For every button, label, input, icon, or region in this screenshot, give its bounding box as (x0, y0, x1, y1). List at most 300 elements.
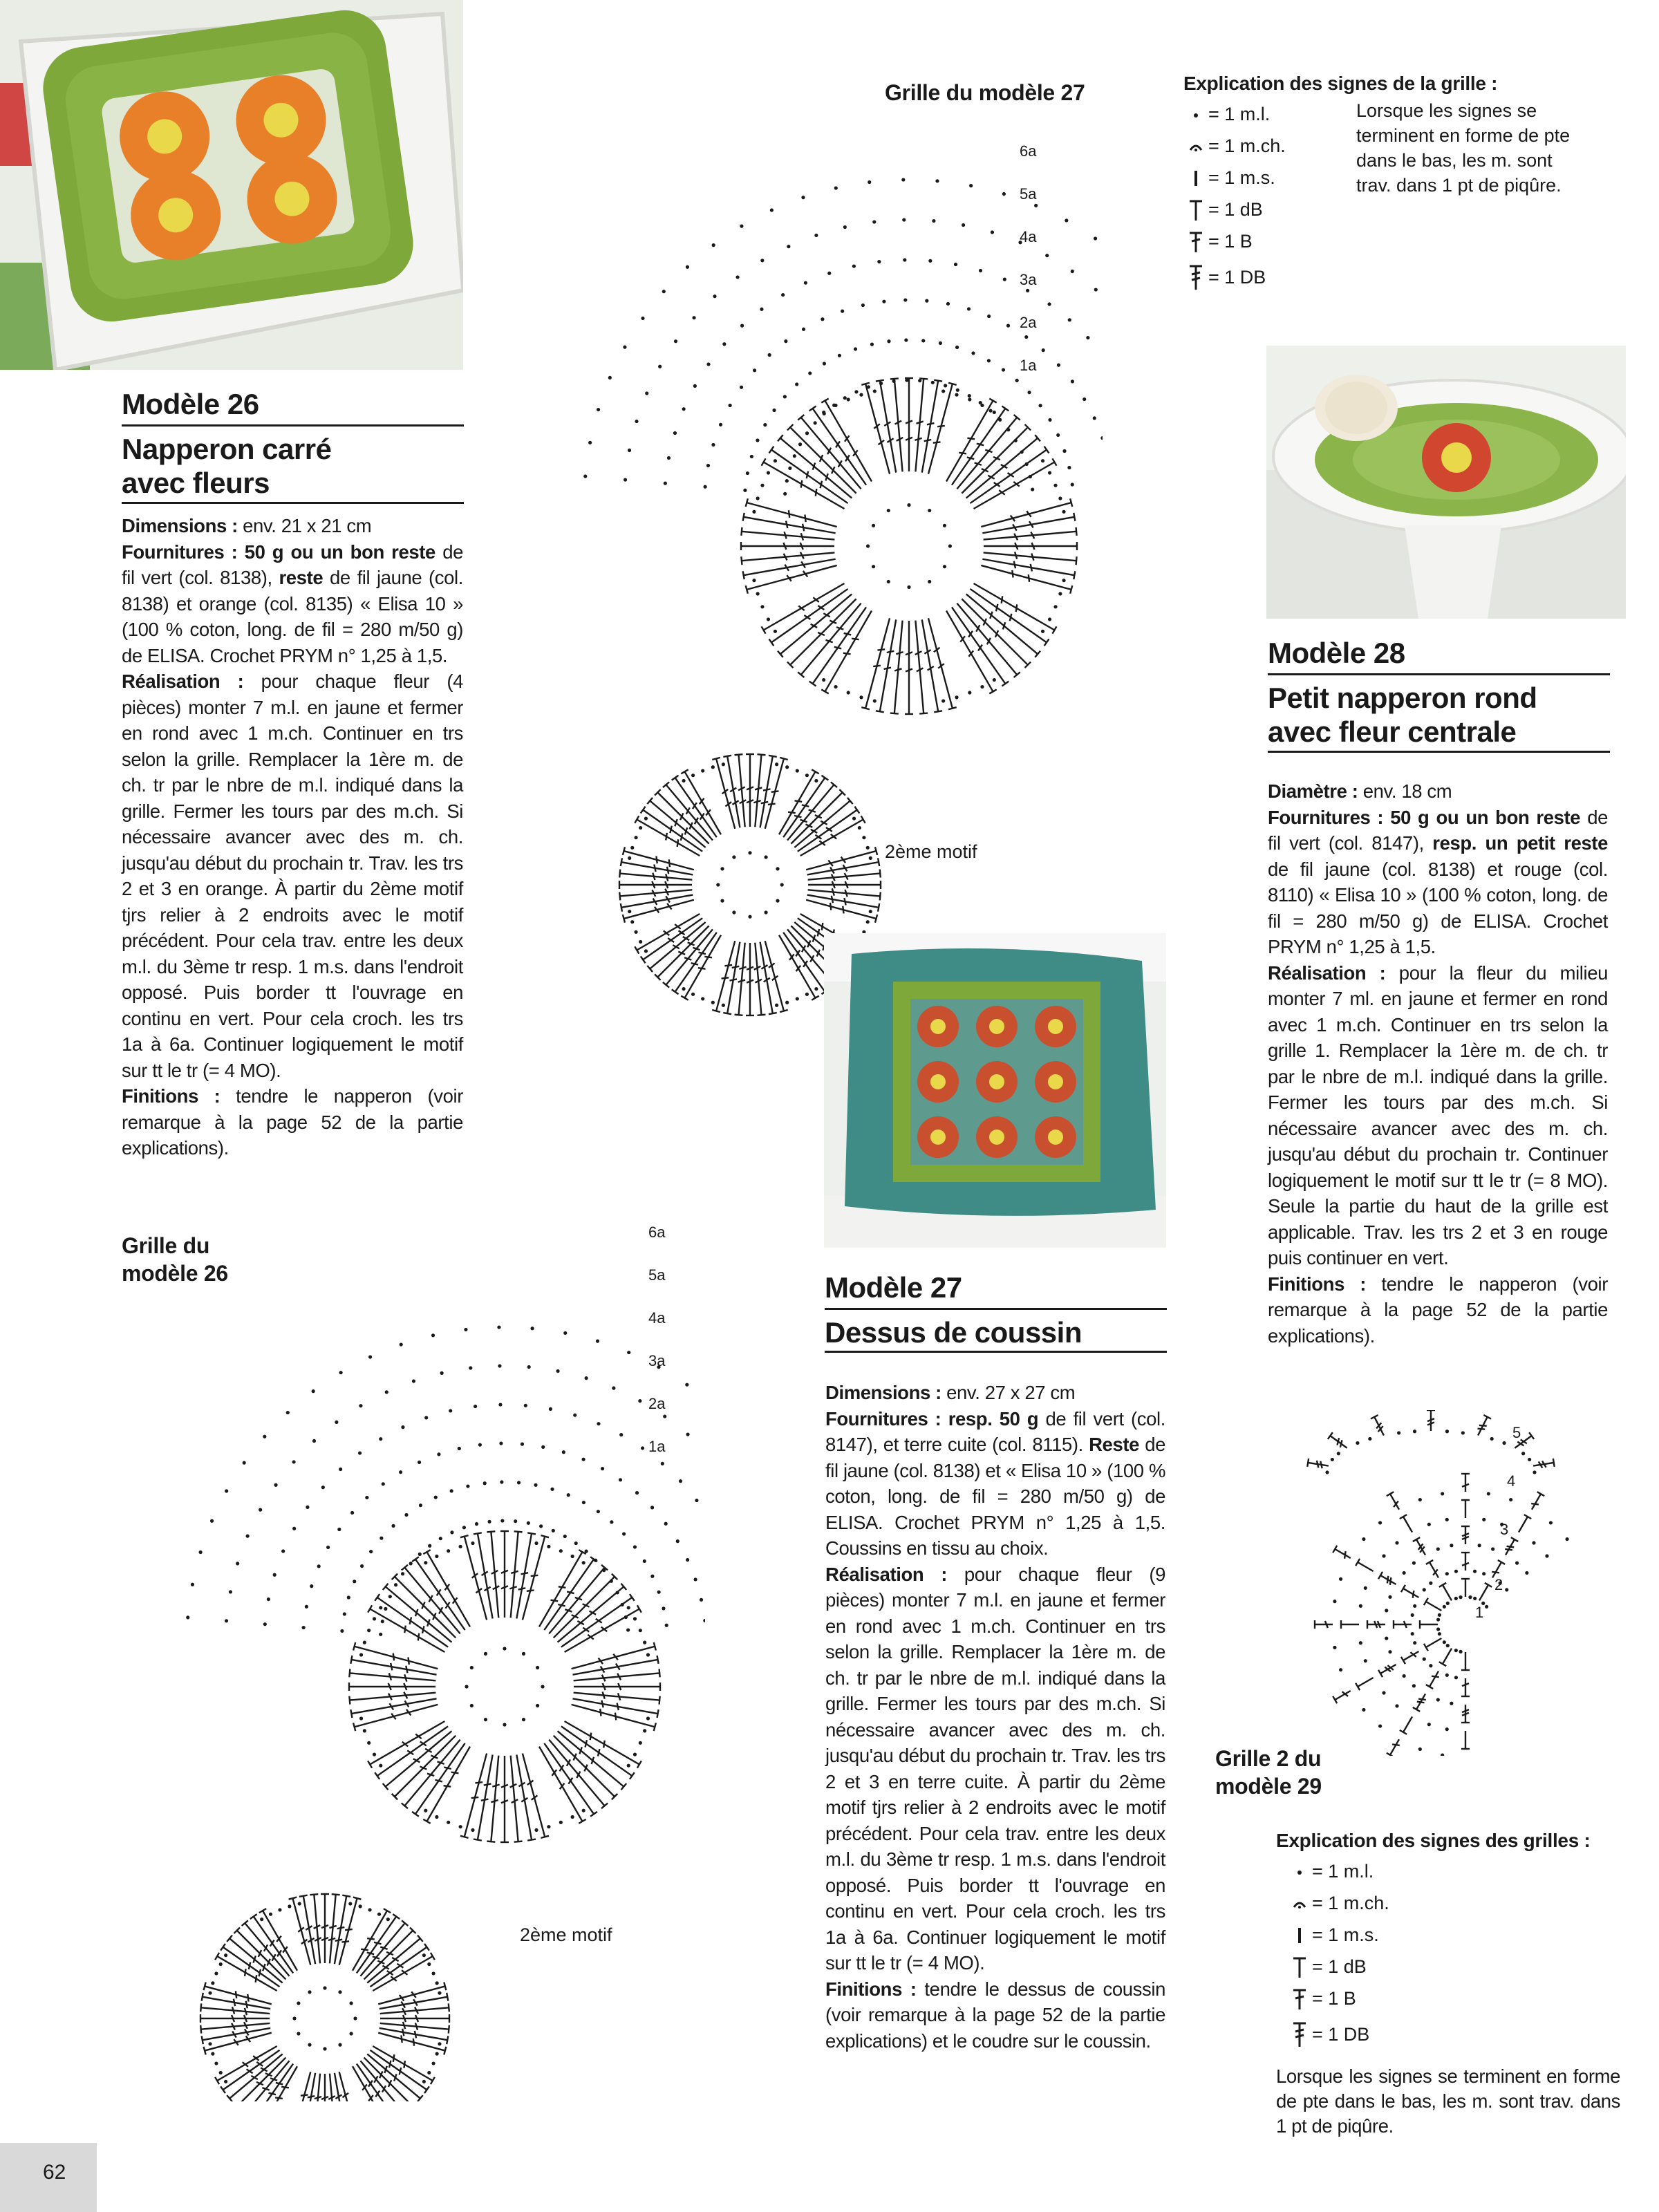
flower-stitch (761, 758, 788, 830)
chain-dot (500, 1519, 504, 1522)
flower-stitch (377, 1983, 447, 2008)
model28-title-line3: avec fleur centrale (1268, 715, 1517, 749)
chain-dot (1528, 1458, 1531, 1461)
chain-dot (740, 324, 744, 328)
chain-dot (993, 411, 996, 414)
chain-dot (859, 695, 863, 699)
chain-dot (682, 779, 685, 782)
chain-dot (798, 442, 802, 446)
chain-dot (534, 1541, 538, 1545)
chain-dot (804, 281, 807, 285)
model27-grid-title: Grille du modèle 27 (885, 80, 1085, 105)
chain-dot (1048, 471, 1051, 474)
chain-dot (379, 1633, 382, 1636)
chain-dot (873, 389, 877, 393)
chain-dot (691, 993, 695, 996)
chain-dot (353, 2016, 357, 2020)
motif29-stitch (1401, 1648, 1421, 1664)
flower-stitch (379, 2003, 449, 2018)
cushion-flower-center (930, 1019, 946, 1034)
chain-dot (877, 260, 881, 263)
chain-dot (627, 1606, 630, 1609)
half-double-symbol-icon (1287, 1953, 1312, 1980)
chain-symbol-icon (1183, 100, 1208, 128)
model27-title-block (825, 1271, 1167, 1353)
chain-dot (872, 524, 875, 527)
chain-dot (765, 855, 768, 859)
chain-dot (854, 390, 858, 393)
flower-stitch (349, 1683, 435, 1691)
model26-crochet-chart (118, 1203, 705, 2101)
chain-dot (1429, 1664, 1432, 1667)
chain-dot (1485, 1605, 1488, 1609)
model27-realisation-label: Réalisation : (825, 1563, 947, 1585)
chain-dot (267, 1597, 270, 1601)
model27-finitions-label: Finitions : (825, 1978, 917, 2000)
chain-dot (1454, 1649, 1458, 1652)
chain-dot (628, 856, 631, 860)
legend-row-label: = 1 B (1312, 1987, 1356, 2009)
model26-dimensions-label: Dimensions : (122, 515, 238, 536)
flower-stitch (943, 399, 997, 484)
flower-stitch (769, 585, 850, 646)
motif29-stitch (1387, 1492, 1403, 1512)
chain-dot (1094, 288, 1098, 291)
model28-diameter-value: env. 18 cm (1358, 780, 1452, 802)
flower-stitch (215, 2043, 279, 2084)
chain-dot (379, 1606, 382, 1609)
chain-dot (384, 1607, 387, 1611)
model28-finitions-value: tendre le napperon (voir remarque à la page 52 de la partie explications). (1268, 1273, 1608, 1347)
legend-row (1183, 225, 1356, 257)
chain-dot (499, 1441, 503, 1445)
model27-supplies-b: Reste (1089, 1434, 1139, 1455)
model27-finitions-value: tendre le dessus de coussin (voir remarque à la page 52 de la partie explications) et le coudre sur le coussin. (825, 1978, 1165, 2052)
chain-dot (641, 1446, 644, 1450)
chain-dot (360, 1564, 364, 1568)
chain-dot (1031, 487, 1034, 491)
round-label: 5 (1512, 1424, 1521, 1441)
chain-dot (438, 2042, 441, 2045)
chain-dot (720, 899, 724, 903)
chain-dot (763, 423, 767, 427)
chain-dot (288, 1904, 291, 1908)
chain-dot (1362, 1708, 1365, 1712)
chain-dot (471, 1541, 474, 1545)
flower-stitch (623, 896, 695, 923)
chain-dot (1505, 1588, 1508, 1591)
model28-number: Modèle 28 (1268, 637, 1405, 669)
motif29-stitch (1378, 1661, 1398, 1677)
chain-dot (645, 391, 648, 395)
chain-dot (310, 1584, 313, 1588)
chain-dot (1412, 1562, 1416, 1565)
chain-dot (866, 544, 870, 547)
chain-dot (391, 1524, 395, 1528)
chain-dot (359, 1404, 362, 1407)
chain-dot (1443, 1605, 1446, 1609)
chain-dot (1065, 218, 1068, 222)
round-label: 2 (1494, 1576, 1503, 1593)
chain-dot (326, 1546, 330, 1549)
chain-dot (661, 1462, 664, 1465)
chain-dot (775, 762, 778, 766)
chain-dot (1053, 484, 1057, 487)
model26-supplies-c: de fil jaune (col. 8138) et orange (col. 8135) « Elisa 10 » (100 % coton, long. de fil = 280 m/50 g) de ELISA. Crochet PRYM n° 1,25 à 1,5. (122, 567, 463, 666)
model26-number: Modèle 26 (122, 388, 259, 420)
chain-dot (662, 290, 666, 293)
chain-dot (713, 294, 716, 298)
chain-dot (450, 1489, 453, 1492)
chain-dot (1436, 1698, 1440, 1701)
chain-dot (746, 471, 749, 475)
chain-dot (1385, 1637, 1388, 1640)
chain-dot (783, 395, 787, 398)
chain-dot (214, 2061, 218, 2065)
chain-dot (260, 1918, 263, 1921)
model27-photo (824, 933, 1166, 1248)
flower-stitch (821, 609, 875, 694)
chain-dot (596, 1339, 599, 1342)
chain-dot (1502, 1441, 1506, 1445)
legend-top-items (1183, 98, 1356, 297)
chain-dot (808, 371, 812, 375)
chain-dot (701, 997, 704, 1000)
chain-dot (823, 362, 826, 365)
round-label: 6a (1020, 142, 1037, 160)
flower-stitch (805, 847, 878, 874)
model26-grid-title-line2: modèle 26 (122, 1261, 228, 1286)
chain-dot (1382, 1554, 1385, 1557)
flower-stitch (769, 447, 850, 507)
chain-dot (1378, 1521, 1382, 1524)
chain-dot (1454, 1676, 1458, 1679)
chain-dot (208, 2042, 212, 2045)
chain-dot (292, 2016, 296, 2020)
chain-dot (743, 489, 747, 492)
chain-dot (437, 1452, 440, 1456)
model28-title-line2: Petit napperon rond (1268, 681, 1537, 714)
chain-dot (278, 1908, 281, 1911)
chain-dot (394, 1583, 397, 1586)
chain-dot (424, 1561, 427, 1564)
chain-dot (431, 1971, 435, 1975)
double-crochet-symbol-icon (1183, 227, 1208, 255)
chain-dot (1331, 1458, 1334, 1461)
chain-dot (562, 1450, 565, 1454)
chain-dot (1026, 289, 1029, 292)
chain-dot (225, 1619, 228, 1622)
legend-row-label: = 1 m.ch. (1312, 1892, 1389, 1913)
legend-row (1287, 1951, 1622, 1983)
motif29-stitch (1439, 1583, 1455, 1603)
chain-dot (348, 1902, 352, 1905)
chain-dot (1082, 397, 1086, 401)
chain-dot (635, 1491, 639, 1494)
chain-dot (619, 1433, 623, 1436)
chain-dot (1403, 1674, 1406, 1678)
chain-dot (522, 1652, 525, 1656)
chain-dot (901, 178, 905, 181)
cushion-flower-center (930, 1130, 946, 1145)
chain-dot (770, 208, 774, 212)
chain-dot (1385, 1609, 1388, 1612)
chain-dot (585, 1376, 588, 1380)
chain-dot (563, 1331, 567, 1335)
chain-dot (297, 2032, 300, 2035)
chain-dot (1412, 1684, 1416, 1687)
chain-dot (478, 1443, 482, 1447)
chain-dot (399, 1470, 402, 1474)
chain-dot (422, 1953, 426, 1957)
motif29-stitch (1371, 1415, 1387, 1437)
flower-stitch (756, 941, 777, 1014)
flower-stitch (984, 542, 1077, 550)
chain-dot (776, 867, 779, 870)
motif29-stitch (1424, 1635, 1444, 1651)
chain-dot (363, 1641, 366, 1644)
chain-dot (339, 1371, 342, 1374)
chain-dot (882, 300, 885, 303)
chain-dot (434, 1496, 438, 1499)
chain-dot (722, 762, 725, 766)
chain-dot (404, 1513, 408, 1517)
chain-dot (774, 630, 777, 633)
model26-dimensions-value: env. 21 x 21 cm (243, 515, 372, 536)
chain-dot (1450, 1544, 1453, 1547)
chain-dot (211, 2052, 214, 2056)
chain-dot (1413, 1604, 1416, 1608)
chain-dot (639, 1741, 642, 1745)
legend-row-label: = 1 m.l. (1312, 1860, 1374, 1882)
chain-dot (943, 524, 946, 527)
chain-dot (682, 407, 686, 411)
chain-dot (524, 1404, 527, 1407)
chain-dot (597, 1510, 600, 1513)
motif29-stitch (1461, 1731, 1470, 1749)
chain-dot (866, 920, 870, 924)
chain-dot (691, 774, 695, 777)
model28-instructions (1268, 778, 1608, 1349)
chain-dot (369, 1550, 373, 1553)
flower-stitch (321, 2074, 329, 2101)
chain-dot (428, 1544, 431, 1548)
chain-dot (297, 2001, 300, 2005)
chain-dot (858, 826, 861, 830)
motif29-stitch (1378, 1572, 1398, 1588)
model28-supplies-c: de fil jaune (col. 8138) et rouge (col. 8110) « Elisa 10 » (100 % coton, long. de fil = 280 m/50 g) de ELISA. Crochet PRYM n° 1,25 à 1,5. (1268, 858, 1608, 957)
chain-dot (634, 836, 637, 839)
chain-dot (597, 1422, 600, 1425)
chain-dot (869, 910, 872, 913)
chain-dot (630, 920, 634, 924)
motif29-stitch (1401, 1585, 1421, 1601)
chain-dot (447, 1821, 450, 1824)
chain-dot (534, 1828, 538, 1832)
chain-dot (732, 855, 735, 859)
cushion-flower-center (930, 1074, 946, 1089)
chain-dot (224, 2080, 227, 2083)
chain-dot (847, 397, 850, 401)
chain-dot (760, 308, 763, 311)
chain-dot (1423, 1588, 1426, 1591)
chain-dot (1445, 1674, 1449, 1677)
chain-dot (1071, 270, 1074, 273)
model28-supplies-b: resp. un petit reste (1432, 832, 1609, 854)
chain-dot (1048, 617, 1051, 621)
chain-dot (1411, 1632, 1414, 1635)
chain-dot (1041, 459, 1044, 462)
chain-dot (530, 1327, 534, 1330)
chain-dot (521, 1443, 524, 1446)
chain-dot (1427, 1723, 1431, 1726)
chain-dot (1015, 379, 1019, 382)
model27-dimensions-label: Dimensions : (825, 1382, 941, 1403)
chain-dot (843, 396, 847, 400)
motif29-stitch (1461, 1553, 1470, 1571)
chain-dot (760, 259, 764, 262)
chain-dot (400, 1342, 403, 1346)
chain-dot (418, 1461, 421, 1464)
chain-dot (484, 1652, 487, 1656)
chain-dot (1445, 1518, 1449, 1521)
chain-dot (902, 218, 906, 221)
legend-row-label: = 1 m.ch. (1208, 135, 1286, 156)
chain-dot (664, 482, 667, 485)
round-label: 5a (648, 1266, 666, 1284)
chain-dot (928, 259, 932, 263)
chain-dot (1027, 391, 1031, 394)
chain-dot (722, 342, 726, 346)
legend-row (1183, 162, 1356, 194)
chain-dot (1521, 1452, 1525, 1455)
flower-stitch (349, 1669, 436, 1685)
chain-dot (559, 1821, 563, 1824)
chain-dot (373, 1617, 376, 1620)
chain-dot (419, 1503, 422, 1507)
chain-dot (1395, 1541, 1398, 1544)
chain-dot (814, 987, 818, 991)
chain-dot (1068, 318, 1071, 321)
chain-dot (1041, 630, 1044, 633)
chain-dot (385, 1390, 388, 1394)
chain-dot (633, 1753, 637, 1756)
chain-dot (785, 479, 789, 482)
chain-dot (1038, 404, 1042, 407)
chain-dot (630, 846, 634, 850)
chain-dot (1446, 1644, 1450, 1647)
legend-bottom (1276, 1829, 1622, 2139)
chain-dot (954, 263, 957, 266)
cushion-flower-center (1048, 1130, 1063, 1145)
legend-bottom-title: Explication des signes des grilles : (1276, 1830, 1591, 1851)
legend-row (1183, 257, 1356, 297)
flower-stitch (621, 891, 693, 912)
chain-dot (418, 1553, 422, 1556)
chain-dot (834, 685, 837, 688)
chain-dot (628, 449, 631, 452)
legend-row-label: = 1 DB (1312, 2023, 1370, 2045)
flower-stitch (807, 870, 881, 884)
chain-dot (365, 1496, 368, 1499)
chain-dot (302, 1626, 306, 1629)
model27-realisation-value: pour chaque fleur (9 pièces) monter 7 m.l. en jaune et fermer en rond avec 1 m.ch. Continuer en trs selon la grille. Remplacer la 1ère m. de ch. tr par le nbre de m.l. indiqué dans la grille. Fermer les tours par des m.ch. Si nécessaire avancer avec des m. ch. jusqu'au début du prochain tr. Trav. les trs 2 et 3 en terre cuite. À partir du 2ème motif tjrs relier à 2 endroits avec le motif précédent. Pour cela trav. entre les deux m.l. du 3ème tr resp. 1 m.s. dans l'endroit opposé. Puis border tt l'ouvrage en continu en vert. Pour cela croch. les trs 1a à 6a. Continuer logiquement le motif sur tt le tr (= 4 MO). (825, 1563, 1166, 1974)
chain-dot (805, 774, 809, 777)
chain-dot (1002, 192, 1006, 196)
legend-row-label: = 1 m.s. (1208, 167, 1275, 188)
chain-dot (459, 1825, 462, 1828)
chain-dot (466, 1484, 469, 1488)
flower-stitch (200, 2019, 270, 2034)
chain-dot (373, 1753, 376, 1756)
chain-dot (838, 354, 841, 357)
chain-dot (409, 1562, 413, 1565)
flower-stitch (487, 1531, 503, 1618)
motif29-stitch (1461, 1579, 1470, 1597)
chain-dot (887, 580, 890, 583)
legend-row-label: = 1 dB (1312, 1956, 1367, 1977)
chain-dot (1478, 1544, 1481, 1547)
flower-stitch (805, 896, 878, 923)
model28-realisation-value: pour la fleur du milieu monter 7 ml. en jaune et fermer en rond avec 1 m.ch. Continuer en trs selon la grille 1. Remplacer la 1ère m. de ch. tr par le nbre de m.l. indiqué dans la grille. Fermer les tours par des m.ch. Si nécessaire avancer avec des m. ch. jusqu'au début du prochain tr. Continuer logiquement le motif sur tt le tr (= 8 MO). Seule la partie du haut de la grille est applicable. Trav. les trs 2 et 3 en rouge puis continuer en vert. (1268, 962, 1608, 1268)
flower-stitch (808, 881, 881, 889)
chain-dot (459, 1545, 462, 1548)
chain-dot (597, 408, 600, 411)
chain-dot (379, 1537, 383, 1540)
flower-stitch (574, 1683, 660, 1691)
chain-dot (343, 1612, 346, 1615)
model26-finitions-label: Finitions : (122, 1085, 221, 1107)
motif29-stitch (1461, 1500, 1470, 1518)
flower-stitch (809, 406, 870, 487)
chain-dot (458, 1447, 461, 1450)
chain-dot (861, 303, 865, 307)
chain-dot (946, 302, 950, 306)
flower-stitch (289, 1897, 315, 1967)
chain-dot (359, 1716, 363, 1720)
chain-dot (619, 1478, 622, 1481)
motif29-stitch (1413, 1691, 1429, 1712)
chain-dot (980, 685, 984, 688)
chain-dot (646, 1716, 650, 1720)
motif29-stitch (1461, 1474, 1470, 1492)
round-label: 4a (648, 1309, 666, 1327)
motif29-stitch (1476, 1583, 1492, 1603)
model28-finitions-label: Finitions : (1268, 1273, 1367, 1295)
chain-dot (852, 264, 856, 268)
single-crochet-symbol-icon (1183, 164, 1208, 191)
legend-top-note: Lorsque les signes se terminent en forme de pte dans le bas, les m. sont trav. dans 1 pt de piqûre. (1356, 100, 1571, 196)
chain-dot (381, 1620, 384, 1623)
model27-dimensions-value: env. 27 x 27 cm (941, 1382, 1076, 1403)
model28-diameter-label: Diamètre : (1268, 780, 1358, 802)
chain-dot (379, 1437, 382, 1441)
chain-dot (979, 269, 982, 272)
chain-dot (765, 910, 768, 914)
flower-stitch (512, 1754, 536, 1840)
flower-stitch (204, 1983, 273, 2008)
chain-dot (462, 1526, 466, 1529)
chain-dot (795, 382, 798, 386)
legend-row (1287, 1887, 1622, 1919)
legend-row (1287, 2014, 1622, 2054)
chain-dot (643, 1559, 646, 1563)
motif29-stitch (1528, 1492, 1544, 1512)
flower-stitch (423, 1550, 474, 1629)
chain-dot (465, 1685, 468, 1688)
round-label: 1 (1475, 1604, 1484, 1621)
chain-dot (1062, 510, 1065, 514)
